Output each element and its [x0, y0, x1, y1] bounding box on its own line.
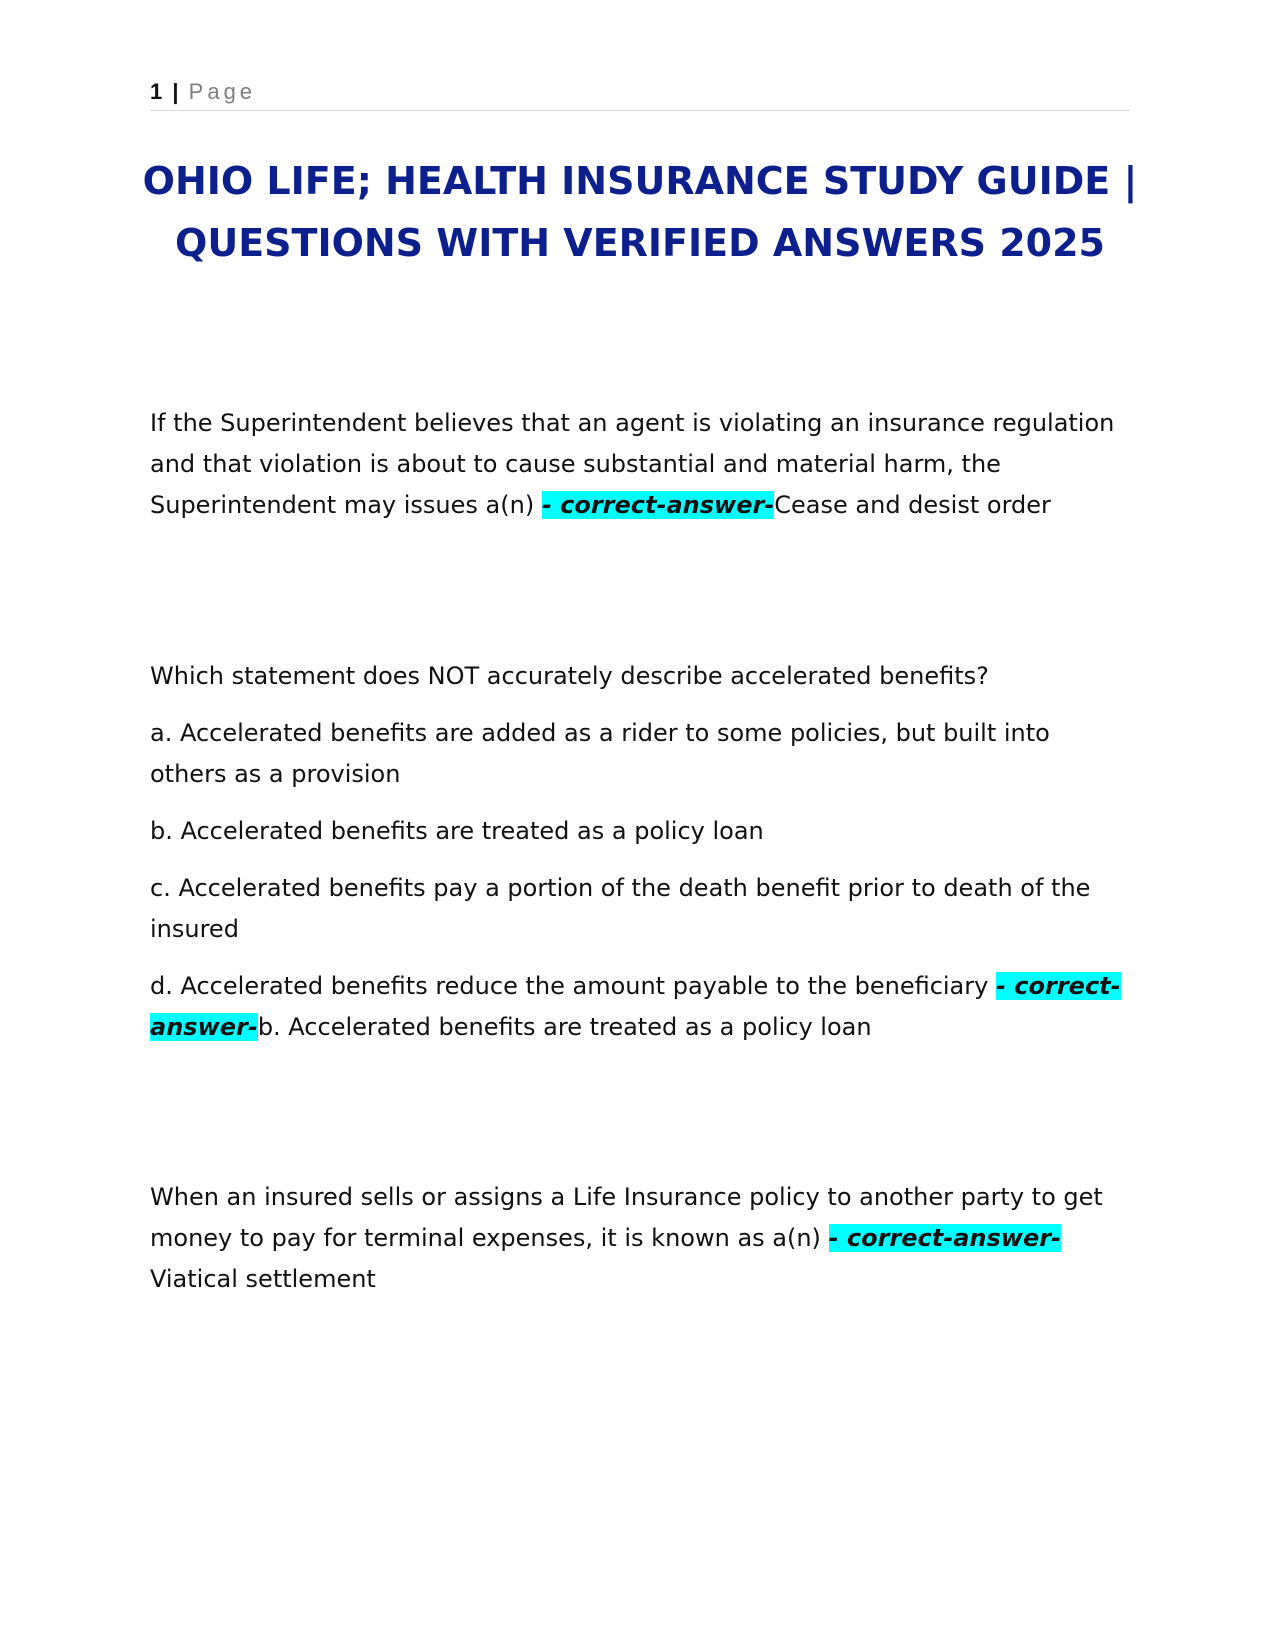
- document-title: OHIO LIFE; HEALTH INSURANCE STUDY GUIDE | QUESTIONS WITH VERIFIED ANSWERS 2025: [142, 159, 1138, 265]
- question-stem: When an insured sells or assigns a Life Insurance policy to another party to get money to pay for terminal expenses, it is known as a(n): [150, 1183, 1103, 1252]
- question-block-1: [150, 403, 1130, 542]
- answer-text: b. Accelerated benefits are treated as a policy loan: [257, 1013, 872, 1041]
- answer-marker: - correct-answer-: [150, 972, 1121, 1041]
- page-number: 1: [150, 79, 163, 104]
- option-a: a. Accelerated benefits are added as a rider to some policies, but built into others as a provision: [150, 719, 1050, 788]
- question-text: [150, 1177, 1130, 1300]
- answer-marker: - correct-answer-: [828, 1224, 1062, 1252]
- question-text: Which statement does NOT accurately describe accelerated benefits?: [150, 662, 989, 690]
- answer-text: Viatical settlement: [150, 1265, 376, 1293]
- question-text: [150, 403, 1130, 526]
- question-block-2: [150, 656, 1130, 1064]
- option-b: b. Accelerated benefits are treated as a policy loan: [150, 817, 764, 845]
- question-block-3: [150, 1177, 1130, 1316]
- option-d: [150, 966, 1130, 1048]
- answer-text: Cease and desist order: [774, 491, 1051, 519]
- page-header: [150, 78, 1130, 111]
- option-c: c. Accelerated benefits pay a portion of the death benefit prior to death of the insured: [150, 874, 1091, 943]
- answer-marker: - correct-answer-: [541, 491, 775, 519]
- page-label: Page: [188, 79, 257, 104]
- question-stem: If the Superintendent believes that an agent is violating an insurance regulation and that violation is about to cause substantial and material harm, the Superintendent may issues a(n): [150, 409, 1115, 519]
- option-d-text: d. Accelerated benefits reduce the amount payable to the beneficiary: [150, 972, 996, 1000]
- page-separator: |: [172, 79, 179, 104]
